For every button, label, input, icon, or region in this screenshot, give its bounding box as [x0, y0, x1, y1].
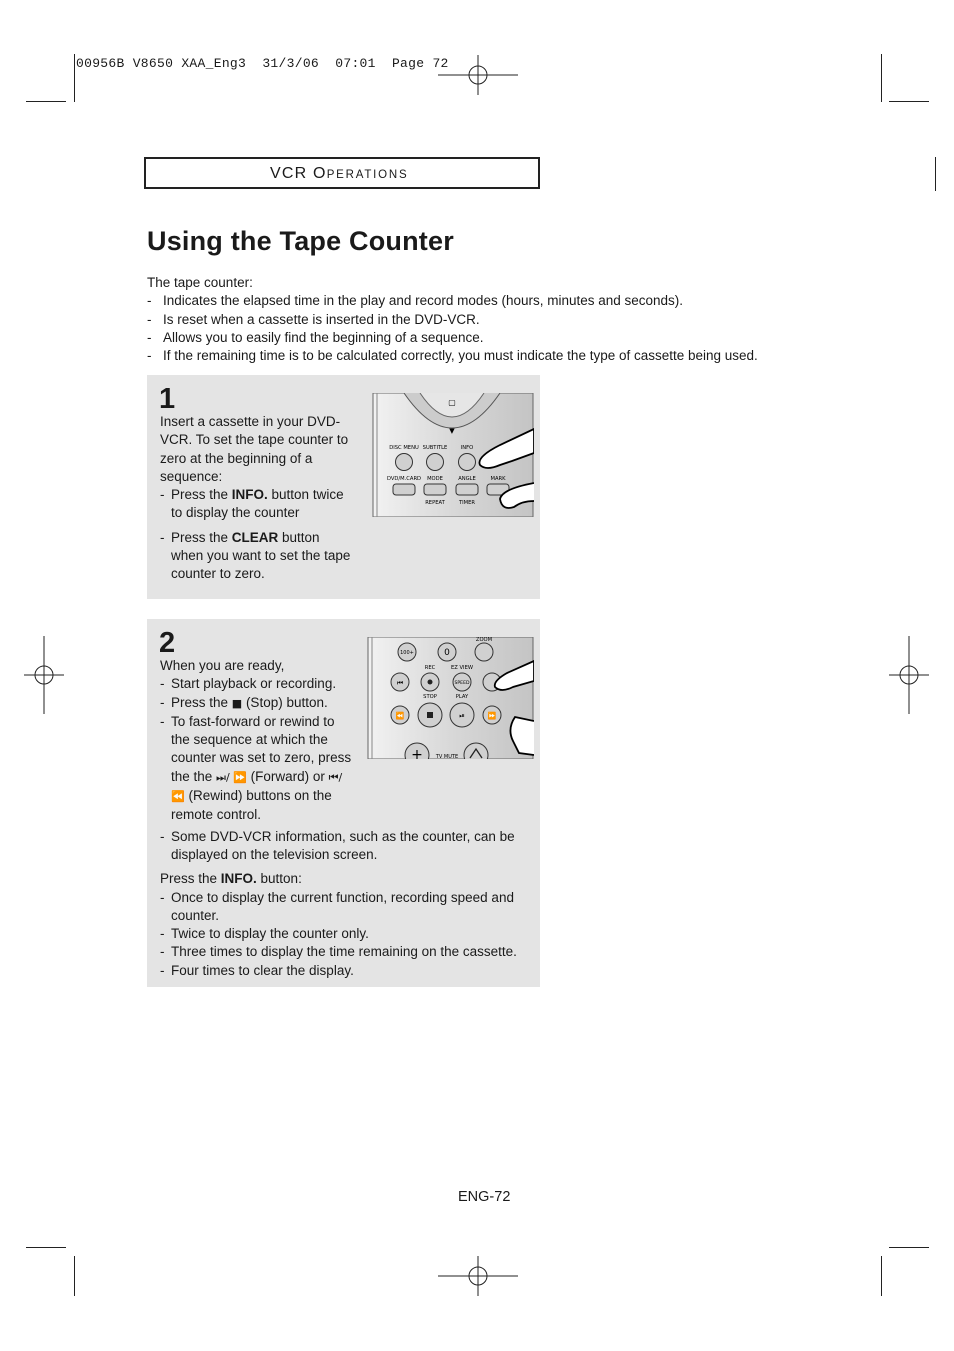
repeat-label: REPEAT [425, 500, 445, 506]
crop-mark [74, 54, 75, 102]
step-1-panel [147, 375, 540, 599]
list-item: - Three times to display the time remaining on the cassette. [160, 943, 532, 961]
remote-control-illustration [372, 393, 534, 517]
list-item: - Press the CLEAR button when you want to set the tape counter to zero. [160, 529, 352, 584]
info-lead: Press the INFO. button: [160, 871, 302, 887]
step-1-intro: Insert a cassette in your DVD-VCR. To set the tape counter to zero at the beginning of a sequence: [160, 414, 349, 484]
crop-mark [26, 101, 66, 102]
play-label: PLAY [455, 694, 469, 700]
button-zero-label: 0 [444, 648, 450, 658]
tv-mute-label: TV MUTE [435, 754, 459, 759]
list-item: - Four times to clear the display. [160, 962, 532, 980]
list-item: - To fast-forward or rewind to the sequence at which the counter was set to zero, press the the ⏭/ ⏩ (Forward) or ⏮/ ⏪ (Rewind) buttons on the remote control. [160, 713, 356, 825]
page-title: Using the Tape Counter [147, 226, 454, 256]
list-item: - Once to display the current function, recording speed and counter. [160, 889, 532, 926]
dvd-mcard-label: DVD/M.CARD [386, 476, 422, 482]
forward-icon: ⏭/ ⏩ [216, 770, 247, 784]
svg-text:+: + [411, 747, 423, 759]
registration-mark [438, 1256, 518, 1296]
rec-label: REC [424, 665, 436, 671]
list-item: - Is reset when a cassette is inserted in the DVD-VCR. [147, 311, 847, 329]
list-item: - Press the ■ (Stop) button. [160, 694, 532, 713]
step-2-panel [147, 619, 540, 987]
crop-mark [74, 1256, 75, 1296]
list-item: - Press the INFO. button twice to display the counter [160, 486, 352, 523]
list-item: - If the remaining time is to be calculated correctly, you must indicate the type of cassette being used. [147, 347, 847, 365]
step-number: 2 [159, 627, 176, 659]
svg-text:⏯: ⏯ [459, 712, 465, 720]
registration-mark [24, 636, 64, 714]
page-number: ENG-72 [458, 1189, 511, 1205]
registration-mark [438, 55, 518, 95]
svg-text:⏩: ⏩ [487, 712, 497, 720]
step-2-lead: When you are ready, [160, 658, 285, 673]
list-item: - Twice to display the counter only. [160, 925, 532, 943]
crop-mark [881, 1256, 882, 1296]
ezview-label: EZ VIEW [451, 665, 473, 671]
crop-mark [935, 157, 936, 191]
zoom-label: ZOOM [475, 637, 493, 643]
svg-text:▢: ▢ [448, 398, 456, 407]
crop-mark [26, 1247, 66, 1248]
info-label: INFO [460, 445, 474, 451]
list-item: - Some DVD-VCR information, such as the counter, can be displayed on the television screen. [160, 828, 532, 865]
angle-label: ANGLE [458, 476, 476, 482]
info-list [160, 889, 532, 980]
stop-label: STOP [423, 694, 437, 700]
mode-label: MODE [427, 476, 443, 482]
step-1-list [160, 486, 352, 583]
list-item: - Start playback or recording. [160, 675, 532, 693]
step-number: 1 [159, 383, 176, 415]
print-header: 00956B V8650 XAA_Eng3 31/3/06 07:01 Page 72 [76, 56, 449, 71]
button-100-label: 100+ [400, 650, 414, 656]
intro [147, 274, 847, 365]
crop-mark [881, 54, 882, 102]
svg-text:▼: ▼ [449, 427, 455, 435]
remote-control-illustration [367, 637, 534, 759]
disc-menu-label: DISC MENU [389, 445, 419, 451]
list-item: - Allows you to easily find the beginning of a sequence. [147, 329, 847, 347]
list-item: - Indicates the elapsed time in the play and record modes (hours, minutes and seconds). [147, 292, 847, 310]
subtitle-label: SUBTITLE [422, 445, 448, 451]
section-header [144, 157, 540, 189]
svg-text:⏮: ⏮ [396, 679, 404, 687]
mark-label: MARK [490, 476, 506, 482]
rewind-icon: ⏮/ ⏪ [171, 770, 343, 804]
timer-label: TIMER [458, 500, 476, 506]
speed-label: SPEED [454, 681, 470, 686]
crop-mark [889, 101, 929, 102]
stop-icon: ■ [231, 696, 243, 710]
intro-lead: The tape counter: [147, 275, 253, 290]
registration-mark [889, 636, 929, 714]
svg-text:⏪: ⏪ [395, 712, 405, 720]
intro-list [147, 292, 847, 365]
step-1-text [160, 413, 352, 584]
section-title: VCR OPERATIONS [270, 165, 409, 182]
crop-mark [889, 1247, 929, 1248]
